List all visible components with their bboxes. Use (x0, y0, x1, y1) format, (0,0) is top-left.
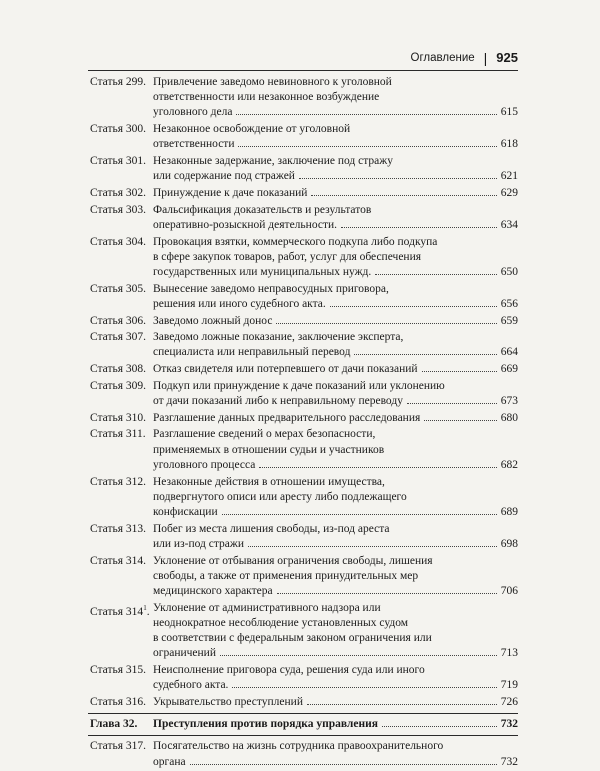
page-ref: 682 (500, 458, 518, 471)
article-title (153, 522, 518, 552)
article-title (153, 601, 518, 662)
page-ref: 689 (500, 505, 518, 518)
title-text: Вынесение заведомо неправосудных приговора, (153, 282, 389, 295)
article-number-text: Статья 310. (90, 411, 147, 424)
title-line (153, 739, 518, 754)
toc-entry (90, 379, 518, 409)
title-line (153, 443, 518, 458)
title-line (153, 235, 518, 250)
toc-entry (90, 475, 518, 521)
title-line (153, 490, 518, 505)
title-text: в соответствии с федеральным законом ограничения или (153, 632, 432, 645)
title-line (153, 537, 518, 552)
article-title (153, 554, 518, 600)
title-line (153, 646, 518, 661)
dot-leader (354, 354, 496, 355)
article-number-text: Статья 309. (90, 379, 147, 392)
title-text: Принуждение к даче показаний (153, 186, 308, 199)
page-ref: 732 (500, 755, 518, 768)
title-text: Побег из места лишения свободы, из-под ареста (153, 522, 390, 535)
title-text: оперативно-розыскной деятельности. (153, 218, 338, 231)
title-text: судебного акта. (153, 679, 229, 692)
title-text: органа (153, 755, 186, 768)
dot-leader (341, 227, 497, 228)
title-line (153, 475, 518, 490)
toc-entry (90, 695, 518, 710)
toc-entry (90, 522, 518, 552)
title-text: или из-под стражи (153, 537, 244, 550)
title-line (153, 394, 518, 409)
article-number-superscript: 1 (143, 603, 147, 612)
title-text: Разглашение данных предварительного расследования (153, 411, 421, 424)
article-number-text: Статья 315. (90, 664, 147, 677)
article-number (90, 411, 153, 426)
article-number (90, 601, 153, 662)
toc-entry (90, 411, 518, 426)
title-text: Провокация взятки, коммерческого подкупа либо подкупа (153, 235, 438, 248)
dot-leader (407, 403, 497, 404)
article-title (153, 695, 518, 710)
dot-leader (248, 546, 497, 547)
title-text: Подкуп или принуждение к даче показаний или уклонению (153, 379, 445, 392)
title-line (153, 678, 518, 693)
title-line (153, 169, 518, 184)
article-number-text: Статья 308. (90, 363, 147, 376)
toc-entry (90, 362, 518, 377)
title-text: Уклонение от отбывания ограничения свободы, лишения (153, 554, 433, 567)
title-line (153, 717, 518, 732)
title-line (153, 90, 518, 105)
page-ref: 732 (500, 718, 518, 731)
toc-entry (90, 203, 518, 233)
title-line (153, 601, 518, 616)
page-ref: 680 (500, 411, 518, 424)
article-number-text: Статья 300. (90, 123, 147, 136)
article-number (90, 75, 153, 121)
article-number-text: Статья 313. (90, 522, 147, 535)
title-text: Фальсификация доказательств и результатов (153, 203, 372, 216)
page-ref: 621 (500, 170, 518, 183)
article-title (153, 330, 518, 360)
article-number (90, 203, 153, 233)
title-text: от дачи показаний либо к неправильному переводу (153, 395, 403, 408)
page-ref: 629 (500, 186, 518, 199)
title-text: Преступления против порядка управления (153, 718, 378, 731)
article-number (90, 282, 153, 312)
page-ref: 664 (500, 346, 518, 359)
dot-leader (222, 514, 497, 515)
article-number (90, 235, 153, 281)
article-title (153, 154, 518, 184)
article-number-text: Статья 307. (90, 331, 147, 344)
article-number-text: Статья 316. (90, 695, 147, 708)
title-line (153, 695, 518, 710)
page-ref: 673 (500, 395, 518, 408)
page-ref: 713 (500, 647, 518, 660)
article-title (153, 475, 518, 521)
title-text: Разглашение сведений о мерах безопасности, (153, 428, 376, 441)
article-number-text: Статья 317. (90, 740, 147, 753)
title-text: Неисполнение приговора суда, решения суда или иного (153, 664, 425, 677)
page-ref: 650 (500, 265, 518, 278)
chapter-rule-bottom (88, 735, 518, 736)
title-text: ответственности или незаконное возбуждение (153, 91, 380, 104)
dot-leader (375, 274, 497, 275)
title-line (153, 154, 518, 169)
dot-leader (277, 593, 497, 594)
title-line (153, 250, 518, 265)
section-title: Оглавление (410, 51, 475, 64)
title-line (153, 203, 518, 218)
dot-leader (382, 726, 497, 727)
chapter-number: Глава 32. (90, 718, 138, 731)
title-text: ограничений (153, 647, 216, 660)
article-number (90, 362, 153, 377)
title-text: Незаконные задержание, заключение под стражу (153, 155, 393, 168)
dot-leader (311, 195, 496, 196)
title-line (153, 137, 518, 152)
toc-entry (90, 154, 518, 184)
title-text: ответственности (153, 138, 235, 151)
dot-leader (238, 146, 496, 147)
dot-leader (422, 371, 497, 372)
title-text: решения или иного судебного акта. (153, 297, 326, 310)
article-title (153, 362, 518, 377)
title-line (153, 218, 518, 233)
title-text: уголовного дела (153, 106, 233, 119)
title-line (153, 427, 518, 442)
chapter-rule-top (88, 713, 518, 714)
article-number-text: Статья 301. (90, 155, 147, 168)
title-text: Отказ свидетеля или потерпевшего от дачи показаний (153, 363, 418, 376)
article-number (90, 663, 153, 693)
title-line (153, 314, 518, 329)
article-number-text: Статья 304. (90, 235, 147, 248)
dot-leader (299, 178, 497, 179)
title-line (153, 75, 518, 90)
title-line (153, 522, 518, 537)
title-text: специалиста или неправильный перевод (153, 346, 351, 359)
title-line (153, 265, 518, 280)
article-number-text: Статья 305. (90, 282, 147, 295)
article-number-text: Статья 306. (90, 314, 147, 327)
page-ref: 669 (500, 363, 518, 376)
dot-leader (307, 704, 497, 705)
article-number-text: Статья 312. (90, 475, 147, 488)
toc-entry (90, 663, 518, 693)
article-number-text: Статья 314 (90, 605, 144, 618)
title-text: подвергнутого описи или аресту либо подлежащего (153, 490, 407, 503)
toc-entry (90, 554, 518, 600)
article-title (153, 282, 518, 312)
title-line (153, 297, 518, 312)
toc-entry (90, 601, 518, 662)
dot-leader (259, 467, 496, 468)
toc-entry (90, 282, 518, 312)
article-number (90, 330, 153, 360)
article-number (90, 154, 153, 184)
chapter-title (153, 717, 518, 732)
toc-entry (90, 314, 518, 329)
title-text: государственных или муниципальных нужд. (153, 265, 372, 278)
chapter-heading (90, 717, 518, 732)
title-text: уголовного процесса (153, 458, 256, 471)
toc-entry (90, 75, 518, 121)
title-line (153, 663, 518, 678)
dot-leader (424, 420, 496, 421)
title-text: конфискации (153, 505, 218, 518)
title-text: Незаконные действия в отношении имущества, (153, 475, 385, 488)
toc-entry (90, 739, 518, 769)
page-ref: 726 (500, 695, 518, 708)
title-line (153, 345, 518, 360)
page-ref: 659 (500, 314, 518, 327)
title-line (153, 186, 518, 201)
title-line (153, 122, 518, 137)
toc-entry (90, 186, 518, 201)
title-line (153, 584, 518, 599)
article-number (90, 122, 153, 152)
page-ref: 615 (500, 106, 518, 119)
page-number: 925 (496, 50, 518, 65)
article-number (90, 522, 153, 552)
title-line (153, 458, 518, 473)
toc-entry (90, 427, 518, 473)
dot-leader (190, 764, 497, 765)
title-line (153, 105, 518, 120)
article-title (153, 186, 518, 201)
title-line (153, 379, 518, 394)
page-ref: 656 (500, 297, 518, 310)
toc-entry (90, 235, 518, 281)
dot-leader (330, 306, 497, 307)
article-number (90, 379, 153, 409)
title-text: Незаконное освобождение от уголовной (153, 123, 351, 136)
title-text: медицинского характера (153, 585, 273, 597)
title-line (153, 362, 518, 377)
title-text: Уклонение от административного надзора или (153, 601, 381, 614)
article-number (90, 695, 153, 710)
toc-entry (90, 330, 518, 360)
title-text: Посягательство на жизнь сотрудника правоохранительного (153, 740, 444, 753)
article-number-text: Статья 299. (90, 76, 147, 88)
article-number-text: Статья 302. (90, 186, 147, 199)
title-text: свободы, а также от применения принудительных мер (153, 569, 419, 582)
title-line (153, 569, 518, 584)
article-title (153, 203, 518, 233)
title-line (153, 631, 518, 646)
header-separator: | (483, 49, 488, 66)
toc-entry (90, 122, 518, 152)
article-number-suffix: . (146, 605, 150, 618)
title-text: неоднократное несоблюдение установленных судом (153, 616, 409, 629)
title-text: Привлечение заведомо невиновного к уголовной (153, 76, 392, 88)
article-number (90, 739, 153, 769)
page-ref: 706 (500, 585, 518, 597)
article-title (153, 314, 518, 329)
article-number-text: Статья 314. (90, 554, 147, 567)
page-ref: 719 (500, 679, 518, 692)
dot-leader (236, 114, 496, 115)
article-title (153, 75, 518, 121)
page-ref: 618 (500, 138, 518, 151)
title-line (153, 616, 518, 631)
title-text: Заведомо ложные показание, заключение эксперта, (153, 331, 404, 344)
dot-leader (232, 687, 496, 688)
running-head (411, 50, 518, 65)
article-title (153, 379, 518, 409)
article-number (90, 475, 153, 521)
dot-leader (276, 323, 496, 324)
title-line (153, 755, 518, 770)
article-title (153, 235, 518, 281)
article-title (153, 411, 518, 426)
page-ref: 634 (500, 218, 518, 231)
title-text: применяемых в отношении судьи и участников (153, 443, 385, 456)
title-text: в сфере закупок товаров, работ, услуг для обеспечения (153, 250, 422, 263)
title-line (153, 505, 518, 520)
article-title (153, 663, 518, 693)
article-number-text: Статья 303. (90, 203, 147, 216)
dot-leader (220, 655, 497, 656)
article-number-text: Статья 311. (90, 428, 146, 441)
title-text: Укрывательство преступлений (153, 695, 303, 708)
title-text: или содержание под стражей (153, 170, 295, 183)
article-number (90, 427, 153, 473)
table-of-contents (90, 75, 518, 771)
article-number (90, 186, 153, 201)
title-line (153, 554, 518, 569)
article-title (153, 122, 518, 152)
page-ref: 698 (500, 537, 518, 550)
article-title (153, 427, 518, 473)
title-line (153, 411, 518, 426)
header-rule (88, 70, 518, 71)
article-number (90, 314, 153, 329)
article-title (153, 739, 518, 769)
article-number (90, 554, 153, 600)
title-text: Заведомо ложный донос (153, 314, 273, 327)
title-line (153, 330, 518, 345)
title-line (153, 282, 518, 297)
